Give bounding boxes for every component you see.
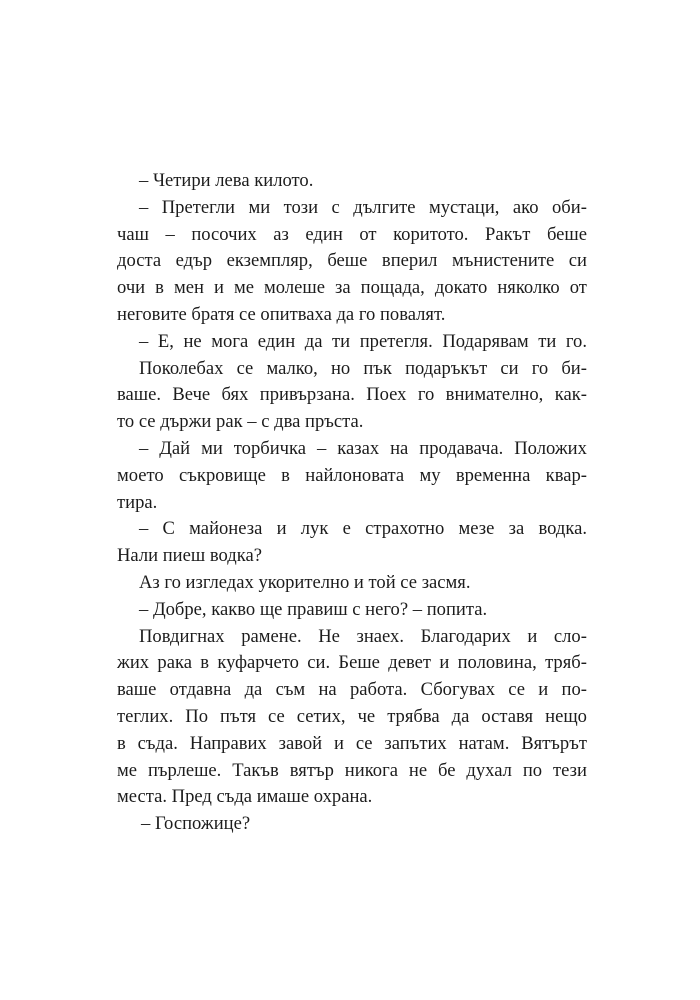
text-line [117, 624, 587, 651]
word: – [139, 437, 149, 459]
word: от [359, 223, 377, 245]
word: с [331, 196, 340, 218]
word: – [139, 196, 149, 218]
word: не [408, 759, 428, 781]
word: за [508, 518, 525, 540]
word: по- [561, 679, 587, 701]
word: очи [117, 277, 146, 299]
text-line: то се държи рак – с два пръста. [117, 411, 364, 433]
word: Дай [159, 437, 191, 459]
word: рамене. [241, 625, 302, 647]
word: знаех. [356, 625, 404, 647]
word: се [236, 357, 254, 379]
word: бе [438, 759, 456, 781]
word: – [316, 437, 327, 459]
word: ваше [117, 679, 157, 701]
word: беше [546, 223, 587, 245]
word: му [419, 464, 441, 486]
word: Поех [366, 384, 407, 406]
word: Поколебах [139, 357, 224, 379]
word: се [508, 679, 526, 701]
word: съда. [137, 732, 178, 754]
word: оставя [481, 705, 534, 727]
word: пък [363, 357, 392, 379]
text-line [117, 758, 587, 785]
word: си [500, 357, 519, 379]
word: временна [455, 464, 531, 486]
word: подаръкът [405, 357, 488, 379]
word: го [531, 357, 549, 379]
word: половина, [457, 652, 537, 674]
word: найлоновата [305, 464, 405, 486]
word: Ракът [485, 223, 531, 245]
word: да [304, 330, 323, 352]
word: се [355, 732, 373, 754]
word: претегля. [359, 330, 433, 352]
word: малко, [266, 357, 318, 379]
word: трябва [387, 705, 440, 727]
word: водка. [538, 518, 587, 540]
text-line [117, 222, 587, 249]
page-text [117, 168, 587, 838]
word: Благодарих [420, 625, 511, 647]
word: и [276, 518, 287, 540]
word: Направих [189, 732, 267, 754]
word: ти [332, 330, 351, 352]
word: мустаци, [428, 196, 500, 218]
word: сетих, [296, 705, 346, 727]
word: няколко [497, 277, 560, 299]
text-line [117, 516, 587, 543]
word: Не [318, 625, 340, 647]
word: ако [512, 196, 539, 218]
text-line [117, 356, 587, 383]
word: докато [434, 277, 488, 299]
word: майонеза [189, 518, 263, 540]
word: този [283, 196, 319, 218]
word: По [185, 705, 208, 727]
word: теглих. [117, 705, 174, 727]
word: Сбогувах [420, 679, 495, 701]
word: ми [248, 196, 271, 218]
text-line: неговите братя се опитваха да го повалят. [117, 303, 446, 325]
word: по [522, 759, 543, 781]
word: в [200, 652, 210, 674]
word: го. [565, 330, 587, 352]
word: и [333, 732, 344, 754]
word: посочих [191, 223, 257, 245]
word: да [244, 679, 263, 701]
word: си. [307, 652, 331, 674]
text-line [117, 248, 587, 275]
word: за [334, 277, 351, 299]
word: оби- [551, 196, 587, 218]
text-line [117, 677, 587, 704]
word: рака [157, 652, 192, 674]
word: и [538, 679, 549, 701]
word: да [451, 705, 470, 727]
text-line [117, 731, 587, 758]
word: продавача. [419, 437, 504, 459]
word: Претегли [161, 196, 236, 218]
text-line [117, 382, 587, 409]
word: екземпляр, [226, 250, 313, 272]
word: го [417, 384, 435, 406]
text-line [117, 436, 587, 463]
word: в [281, 464, 290, 486]
word: би- [561, 357, 587, 379]
word: Повдигнах [139, 625, 225, 647]
word: как- [554, 384, 587, 406]
word: – [139, 518, 149, 540]
word: работа. [349, 679, 408, 701]
word: в [155, 277, 164, 299]
word: вятър [289, 759, 334, 781]
word: жих [117, 652, 150, 674]
word: торбичка [233, 437, 307, 459]
word: е [342, 518, 351, 540]
word: Положих [514, 437, 587, 459]
text-line: тира. [117, 491, 158, 513]
word: квар- [545, 464, 587, 486]
text-line [117, 650, 587, 677]
word: ми [201, 437, 223, 459]
word: на [390, 437, 409, 459]
word: запътих [384, 732, 447, 754]
text-line [117, 704, 587, 731]
word: че [357, 705, 376, 727]
word: Е, [157, 330, 174, 352]
word: Вятърът [521, 732, 587, 754]
word: Подарявам [442, 330, 529, 352]
word: сло- [553, 625, 587, 647]
word: ме [233, 277, 254, 299]
word: дългите [353, 196, 416, 218]
word: съкровище [179, 464, 266, 486]
word: лук [300, 518, 329, 540]
word: на [318, 679, 337, 701]
word: тряб- [545, 652, 587, 674]
word: съм [275, 679, 306, 701]
word: С [162, 518, 175, 540]
word: в [117, 732, 126, 754]
text-line: – Добре, какво ще правиш с него? – попита. [139, 598, 488, 620]
word: духал [466, 759, 512, 781]
word: никога [344, 759, 398, 781]
text-line: Аз го изгледах укорително и той се засмя. [139, 571, 471, 593]
word: пътя [220, 705, 257, 727]
word: привързана. [259, 384, 355, 406]
word: Вече [172, 384, 211, 406]
word: молеше [264, 277, 325, 299]
word: натам. [458, 732, 510, 754]
word: Такъв [232, 759, 279, 781]
text-line [117, 195, 587, 222]
word: но [330, 357, 351, 379]
word: и [439, 652, 450, 674]
word: отдавна [169, 679, 232, 701]
text-line: места. Пред съда имаше охрана. [117, 786, 373, 808]
word: мен [173, 277, 204, 299]
word: ти [538, 330, 557, 352]
word: от [569, 277, 587, 299]
word: не [183, 330, 202, 352]
word: казах [337, 437, 380, 459]
word: Беше [338, 652, 380, 674]
word: бях [221, 384, 249, 406]
word: ме [117, 759, 138, 781]
word: – [165, 223, 175, 245]
word: беше [327, 250, 368, 272]
word: тези [553, 759, 587, 781]
word: си [568, 250, 587, 272]
word: страхотно [365, 518, 445, 540]
word: един [305, 223, 343, 245]
word: мезе [458, 518, 495, 540]
word: пърлеше. [147, 759, 222, 781]
text-line [117, 463, 587, 490]
text-line [117, 275, 587, 302]
word: едър [175, 250, 213, 272]
text-line: Нали пиеш водка? [117, 545, 262, 567]
word: мога [211, 330, 249, 352]
word: чаш [117, 223, 149, 245]
word: и [213, 277, 224, 299]
word: девет [388, 652, 431, 674]
word: – [139, 330, 149, 352]
word: куфарчето [217, 652, 299, 674]
word: нещо [545, 705, 587, 727]
word: и [527, 625, 538, 647]
word: аз [273, 223, 289, 245]
word: моето [117, 464, 164, 486]
word: мънистените [452, 250, 555, 272]
word: коритото. [393, 223, 469, 245]
word: се [268, 705, 285, 727]
text-line: – Четири лева килото. [139, 170, 314, 191]
word: завой [278, 732, 323, 754]
word: един [257, 330, 296, 352]
text-line: – Госпожице? [141, 813, 251, 835]
word: доста [117, 250, 162, 272]
word: ваше. [117, 384, 162, 406]
text-line [117, 329, 587, 356]
word: пощада, [360, 277, 425, 299]
word: внимателно, [445, 384, 544, 406]
word: вперил [381, 250, 438, 272]
